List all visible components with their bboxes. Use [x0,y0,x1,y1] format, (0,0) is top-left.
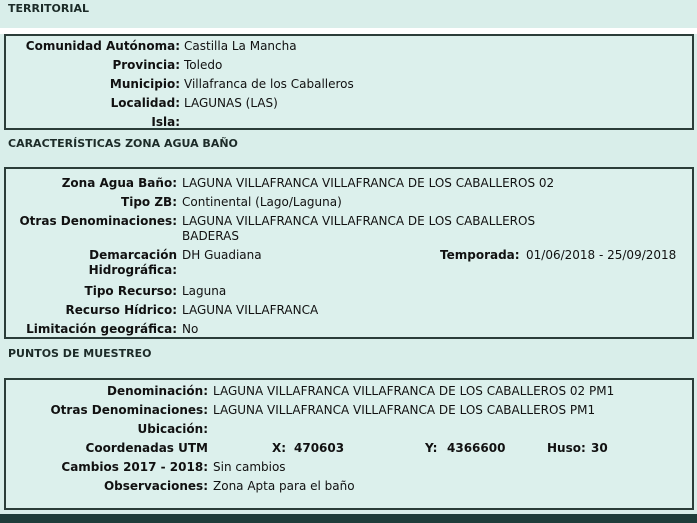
footer-bar [0,514,697,523]
comunidad-label: Comunidad Autónoma: [25,39,180,53]
cambios-label: Cambios 2017 - 2018: [61,460,208,474]
tipo-recurso-value: Laguna [182,284,227,298]
localidad-value: LAGUNAS (LAS) [184,96,278,110]
tipo-zb-value: Continental (Lago/Laguna) [182,195,342,209]
utm-x-value: 470603 [294,441,345,455]
utm-y-label: Y: [425,441,438,455]
otras-denominaciones-pm-label: Otras Denominaciones: [50,403,208,417]
municipio-label: Municipio: [109,77,180,91]
provincia-label: Provincia: [112,58,180,72]
demarcacion-label: Demarcación [89,248,177,262]
cambios-value: Sin cambios [213,460,286,474]
huso-value: 30 [591,441,608,455]
denominacion-label: Denominación: [107,384,208,398]
territorial-panel [4,34,694,130]
comunidad-value: Castilla La Mancha [184,39,297,53]
demarcacion-value: DH Guadiana [182,248,262,262]
zona-agua-value: LAGUNA VILLAFRANCA VILLAFRANCA DE LOS CABALLEROS 02 [182,176,555,190]
recurso-hidrico-label: Recurso Hídrico: [65,303,177,317]
ubicacion-label: Ubicación: [137,422,208,436]
limitacion-geografica-value: No [182,322,199,336]
section-title-caracteristicas: CARACTERÍSTICAS ZONA AGUA BAÑO [8,137,238,150]
municipio-value: Villafranca de los Caballeros [184,77,354,91]
otras-denominaciones-label: Otras Denominaciones: [19,214,177,228]
puntos-panel [4,378,694,510]
tipo-recurso-label: Tipo Recurso: [84,284,177,298]
otras-denominaciones-value: LAGUNA VILLAFRANCA VILLAFRANCA DE LOS CABALLEROS [182,214,536,228]
demarcacion-label-line2: Hidrográfica: [88,263,177,277]
observaciones-label: Observaciones: [103,479,208,493]
temporada-value: 01/06/2018 - 25/09/2018 [526,248,677,262]
temporada-label: Temporada: [440,248,520,262]
section-title-puntos-muestreo: PUNTOS DE MUESTREO [8,347,152,360]
isla-label: Isla: [151,115,180,129]
coordenadas-utm-label: Coordenadas UTM [85,441,208,455]
provincia-value: Toledo [184,58,223,72]
tipo-zb-label: Tipo ZB: [121,195,177,209]
utm-y-value: 4366600 [447,441,506,455]
caracteristicas-panel [4,167,694,339]
observaciones-value: Zona Apta para el baño [213,479,355,493]
otras-denominaciones-value-line2: BADERAS [182,229,239,243]
denominacion-value: LAGUNA VILLAFRANCA VILLAFRANCA DE LOS CABALLEROS 02 PM1 [213,384,615,398]
limitacion-geografica-label: Limitación geográfica: [26,322,177,336]
section-title-territorial: TERRITORIAL [8,2,89,15]
zona-agua-label: Zona Agua Baño: [61,176,177,190]
localidad-label: Localidad: [110,96,180,110]
recurso-hidrico-value: LAGUNA VILLAFRANCA [182,303,319,317]
otras-denominaciones-pm-value: LAGUNA VILLAFRANCA VILLAFRANCA DE LOS CABALLEROS PM1 [213,403,596,417]
huso-label: Huso: [547,441,586,455]
utm-x-label: X: [272,441,287,455]
